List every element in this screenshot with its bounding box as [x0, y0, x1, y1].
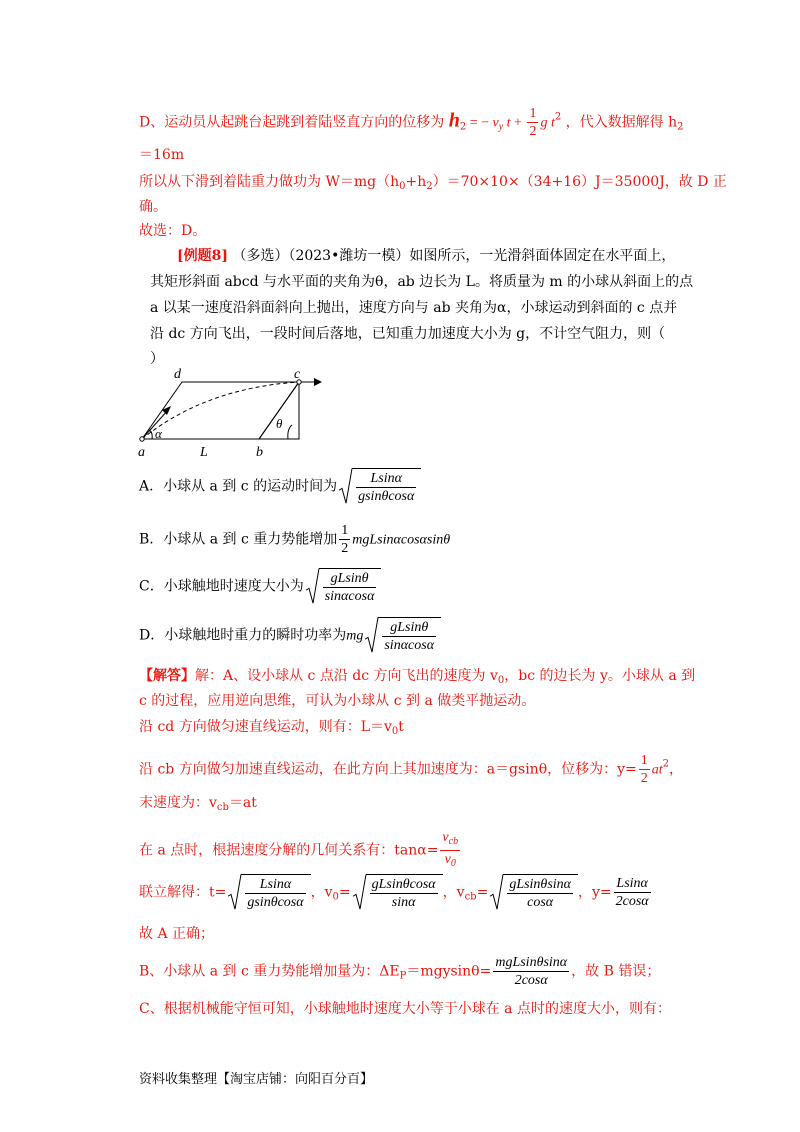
option-c[interactable]: C．小球触地时速度大小为 $\frac{gLsin\theta}{\sin\alpha\cos\alpha}$ [139, 568, 381, 605]
sqrt: $\frac{gLsin\theta}{\sin\alpha\cos\alpha}$ [365, 617, 441, 654]
label-L: L [200, 445, 208, 460]
theta-arc [288, 425, 292, 439]
flight-arrow-head [314, 378, 322, 386]
label-d: d [174, 367, 181, 382]
solution-line10: C、根据机械能守恒可知，小球触地时速度大小等于小球在 a 点时的速度大小，则有： [139, 1001, 671, 1017]
label-a: a [138, 445, 145, 460]
label-alpha: α [155, 426, 162, 441]
solution-line4: 沿 cb 方向做匀加速直线运动，在此方向上其加速度为：a＝gsinθ，位移为：y= $\frac{1}{2}$ $at^2$， [139, 753, 684, 786]
option-d[interactable]: D．小球触地时重力的瞬时功率为mg $\frac{gLsin\theta}{\sin\alpha\cos\alpha}$ [139, 617, 441, 654]
half-fraction: $\frac{1}{2}$ [529, 106, 537, 139]
velocity-arrow-head [162, 406, 171, 415]
example-line3: a 以某一速度沿斜面斜向上抛出，速度方向与 ab 夹角为α，小球运动到斜面的 c 点并 [150, 300, 678, 316]
label-c: c [294, 367, 301, 382]
sqrt: $\frac{gLsin\theta}{\sin\alpha\cos\alpha}$ [306, 568, 382, 605]
example-line4: 沿 dc 方向飞出，一段时间后落地，已知重力加速度大小为 g，不计空气阻力，则（ [150, 326, 666, 342]
part-d-line4: 确。 [139, 199, 167, 215]
example-line1: [例题8] （多选）（2023•潍坊一模）如图所示，一光滑斜面体固定在水平面上， [177, 248, 676, 264]
part-d-line1: D、运动员从起跳台起跳到着陆竖直方向的位移为 $h_2$ = − $v_y$ t + $\frac{1}{2}$ g $t^2$ ，代入数据解得 $h_2$ [139, 106, 684, 139]
solution-line2: c 的过程，应用逆向思维，可认为小球从 c 到 a 做类平抛运动。 [139, 693, 536, 709]
solution-line1: 【解答】解：A、设小球从 c 点沿 dc 方向飞出的速度为 $v_0$，bc 的边长为 y。小球从 a 到 [139, 668, 696, 686]
sqrt: $\frac{Lsin\alpha}{gsin\theta\cos\alpha}$ [339, 468, 421, 505]
example-line5: ） [150, 351, 164, 367]
solution-line3: 沿 cd 方向做匀速直线运动，则有：$L=v_0t$ [139, 719, 404, 737]
part-d-line3: 所以从下滑到着陆重力做功为 $W=mg(h_0+h_2)=70\times 10\times(34+16)J=35000J$，故 D 正 [139, 174, 727, 192]
solution-tag: 【解答】 [139, 668, 195, 684]
solution-line8: 故 A 正确； [139, 926, 215, 942]
solution-line7: 联立解得：t= $\frac{Lsin\alpha}{gsin\theta\cos\alpha}$ ，$v_0=$ $\frac{gLsin\theta\cos\alpha}{\sin\alpha}$ ，$v_{cb}=$ $\frac{gLsin\theta\sin\alpha}{\cos\alpha}$ ，y= $\frac{Lsin\alpha}{2\cos\alpha}$ [139, 876, 649, 910]
label-theta: θ [276, 416, 283, 431]
option-b[interactable]: B．小球从 a 到 c 重力势能增加 $\frac{1}{2}$ mgLsinαcosαsinθ [139, 523, 451, 556]
example-line2: 其矩形斜面 abcd 与水平面的夹角为θ，ab 边长为 L。将质量为 m 的小球从斜面上的点 [150, 274, 694, 290]
solution-line5: 末速度为：$v_{cb}=at$ [139, 795, 257, 813]
solution-line6: 在 a 点时，根据速度分解的几何关系有：tanα= $\frac{v_{cb}}{v_0}$ [139, 829, 462, 872]
solution-line9: B、小球从 a 到 c 重力势能增加量为：$\Delta E_P=mgysin\theta=$ $\frac{\text{mgLsinθsinα}}{2\cos\alpha}$ ，故 B 错误； [139, 955, 661, 988]
example-tag: [例题8] [177, 248, 228, 264]
footer-note: 资料收集整理【淘宝店铺：向阳百分百】 [139, 1072, 374, 1087]
option-a[interactable]: A．小球从 a 到 c 的运动时间为 $\frac{Lsin\alpha}{gsin\theta\cos\alpha}$ [139, 468, 421, 505]
incline-diagram [130, 366, 330, 462]
label-b: b [256, 445, 263, 460]
part-d-line2: ＝16m [139, 147, 185, 163]
point-a [140, 437, 144, 441]
part-d-line5: 故选：D。 [139, 223, 207, 239]
